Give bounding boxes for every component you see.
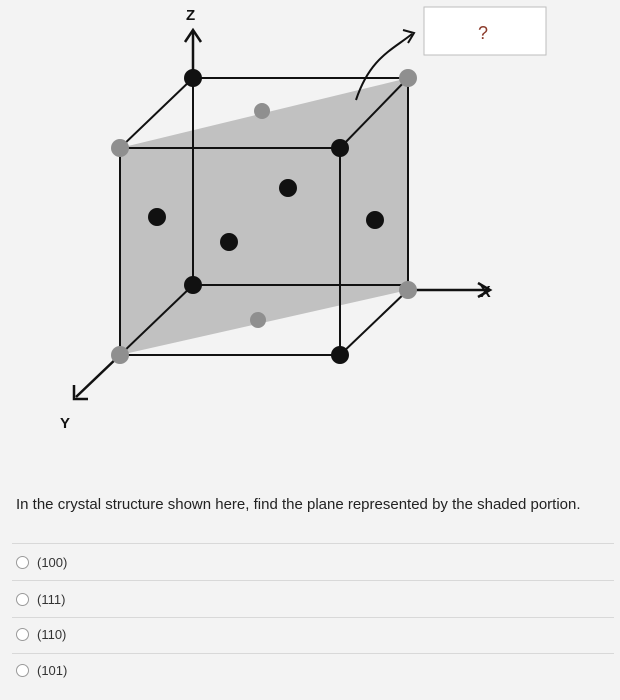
axis-y-label: Y xyxy=(60,415,71,432)
divider xyxy=(12,543,614,544)
radio-button[interactable] xyxy=(16,556,29,569)
radio-button[interactable] xyxy=(16,664,29,677)
divider xyxy=(12,580,614,581)
option-label: (101) xyxy=(37,662,68,678)
radio-button[interactable] xyxy=(16,628,29,641)
axis-z-label: Z xyxy=(186,7,196,24)
answer-placeholder: ? xyxy=(477,23,489,43)
divider xyxy=(12,617,614,618)
option-111[interactable] xyxy=(16,587,65,611)
question-text: In the crystal structure shown here, find the plane represented by the shaded portion. xyxy=(16,496,581,513)
radio-button[interactable] xyxy=(16,593,29,606)
option-label: (110) xyxy=(37,626,67,642)
option-label: (111) xyxy=(37,591,66,607)
option-label: (100) xyxy=(37,554,68,570)
option-100[interactable] xyxy=(16,550,67,574)
option-101[interactable] xyxy=(16,658,67,682)
axis-x-label: X xyxy=(480,284,491,301)
option-110[interactable] xyxy=(16,622,66,646)
divider xyxy=(12,653,614,654)
